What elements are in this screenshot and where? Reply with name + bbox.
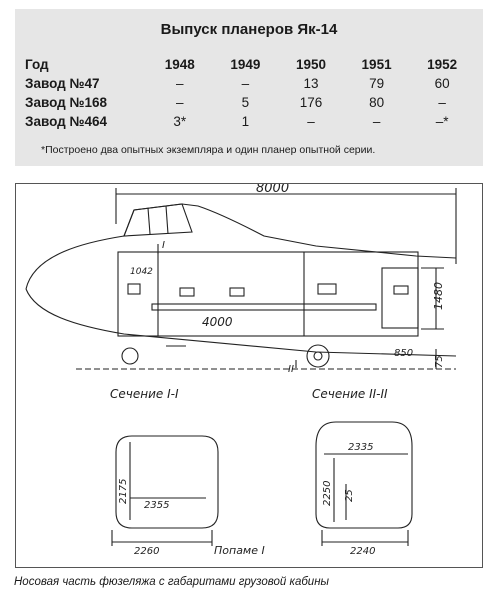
dim-rear: 850 — [394, 348, 414, 359]
row-label: Завод №464 — [25, 114, 108, 129]
main-wheel — [307, 345, 329, 367]
fuselage-top-outline — [26, 204, 456, 289]
dim-door: 1042 — [130, 267, 153, 277]
header-year: Год — [25, 57, 49, 72]
section2-outline — [316, 422, 412, 528]
fuselage-bottom-outline — [26, 289, 456, 356]
header-1951: 1951 — [361, 57, 392, 72]
table-cell: – — [307, 114, 315, 129]
section1-label: Сечение I-I — [110, 387, 179, 401]
fuselage-drawing-svg — [16, 184, 484, 569]
header-1952: 1952 — [427, 57, 458, 72]
header-1948: 1948 — [164, 57, 195, 72]
window — [230, 288, 244, 296]
dim-cargo-length: 4000 — [202, 315, 233, 329]
table-cell: – — [176, 95, 184, 110]
header-1949: 1949 — [230, 57, 261, 72]
canopy-frame — [148, 208, 150, 234]
mark-section-2: II — [288, 364, 294, 375]
canopy-frame — [166, 206, 168, 234]
table-cell: 79 — [369, 76, 385, 91]
table-cell: 3* — [173, 114, 187, 129]
figure-caption: Носовая часть фюзеляжа с габаритами грузовой кабины — [14, 576, 329, 588]
table-cell: 60 — [434, 76, 450, 91]
table-cell: 13 — [303, 76, 319, 91]
section2-bottom: 2240 — [350, 546, 376, 557]
section1-frame: Попаме I — [214, 544, 265, 557]
dim-length: 8000 — [256, 184, 290, 196]
table-row — [25, 93, 475, 112]
section2-height: 2250 — [322, 480, 333, 506]
table-title: Выпуск планеров Як-14 — [160, 21, 338, 38]
table-cell: 176 — [299, 95, 323, 110]
rear-door — [382, 268, 418, 328]
table-cell: – — [372, 114, 381, 129]
table-cell: – — [438, 95, 446, 110]
section1-width: 2355 — [144, 500, 170, 511]
table-cell: 1 — [241, 114, 250, 129]
header-1950: 1950 — [295, 57, 326, 72]
cargo-cabin — [118, 252, 418, 336]
window — [180, 288, 194, 296]
table-cell: –* — [435, 114, 449, 129]
table-header-row — [25, 55, 475, 74]
window — [394, 286, 408, 294]
section2-label: Сечение II-II — [312, 387, 388, 401]
row-label: Завод №47 — [25, 76, 100, 91]
table-cell: 80 — [369, 95, 385, 110]
dim-height: 1480 — [432, 282, 445, 310]
mark-section-1: I — [162, 240, 165, 251]
table-row — [25, 112, 475, 131]
section2-top: 2335 — [348, 442, 374, 453]
main-wheel-hub — [314, 352, 322, 360]
dim-ground: 75 — [434, 355, 445, 368]
row-label: Завод №168 — [25, 95, 108, 110]
table-cell: 5 — [241, 95, 250, 110]
table-footnote: *Построено два опытных экземпляра и один планер опытной серии. — [41, 144, 376, 156]
production-table — [25, 55, 475, 131]
production-table-panel — [15, 9, 483, 166]
table-row — [25, 74, 475, 93]
front-wheel — [122, 348, 138, 364]
table-cell: – — [241, 76, 250, 91]
table-cell: – — [176, 76, 184, 91]
section1-outline — [116, 436, 218, 528]
floor-beam — [152, 304, 376, 310]
window — [128, 284, 140, 294]
section1-bottom: 2260 — [134, 546, 160, 557]
section1-height: 2175 — [118, 478, 129, 504]
fuselage-drawing — [15, 183, 483, 568]
canopy — [124, 204, 192, 236]
window — [318, 284, 336, 294]
section2-inner: 25 — [344, 489, 355, 502]
